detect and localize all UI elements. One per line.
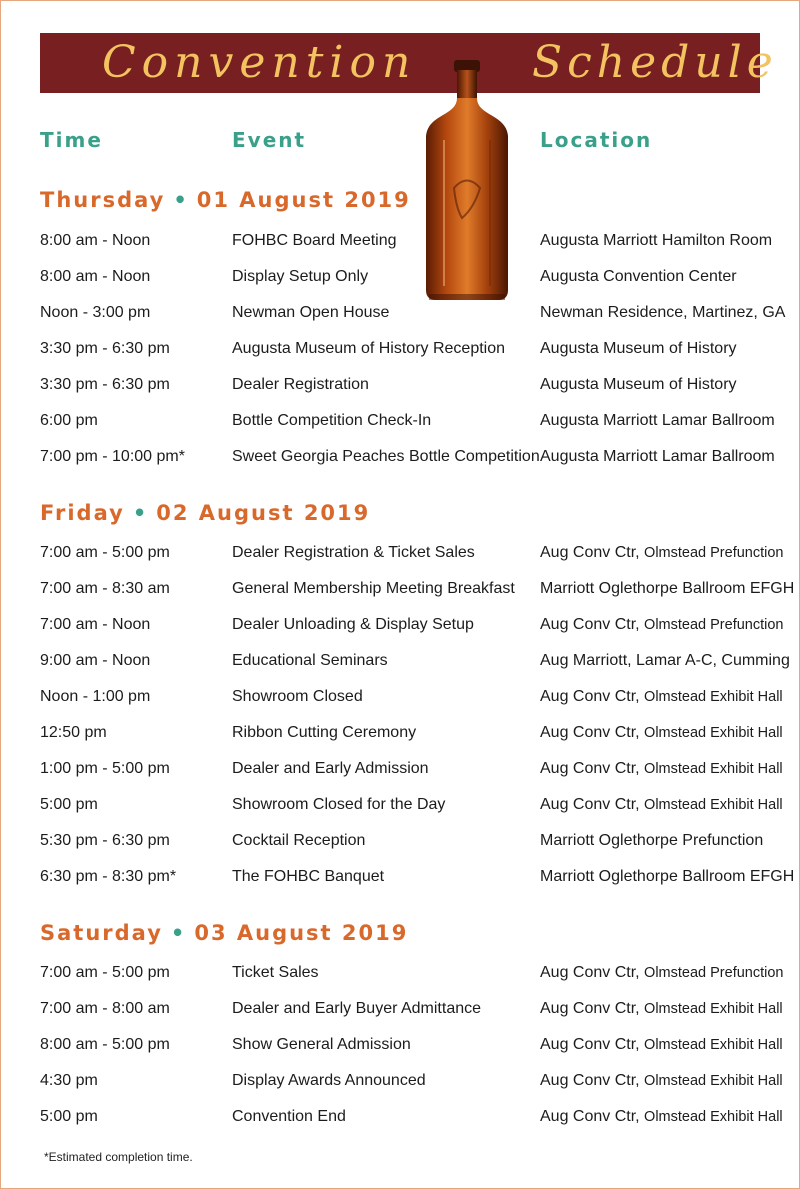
row-location [540, 1070, 783, 1092]
location-part: Aug Conv Ctr, [540, 964, 645, 981]
location-part: Marriott Oglethorpe Ballroom EFGH [540, 580, 795, 597]
row-location [540, 614, 784, 636]
row-event: Display Setup Only [232, 268, 369, 285]
row-location [540, 686, 783, 708]
schedule-row [0, 578, 800, 614]
row-location [540, 338, 762, 360]
row-time: 6:00 pm [40, 412, 98, 429]
row-location [540, 230, 773, 252]
row-location [540, 410, 775, 432]
row-location [540, 794, 783, 816]
location-venue: Olmstead Prefunction [644, 965, 784, 981]
row-event: Showroom Closed [232, 688, 363, 705]
schedule-row [0, 446, 800, 482]
schedule-row [0, 758, 800, 794]
row-time: 3:30 pm - 6:30 pm [40, 340, 170, 357]
location-venue: Olmstead Exhibit Hall [644, 1037, 783, 1053]
row-event: Augusta Museum of History Reception [232, 340, 506, 357]
row-event: Dealer Registration & Ticket Sales [232, 544, 475, 561]
row-event: Convention End [232, 1108, 346, 1125]
location-venue: Olmstead Exhibit Hall [644, 797, 783, 813]
schedule-row [0, 830, 800, 866]
location-part: Augusta Marriott Lamar Ballroom [540, 448, 775, 465]
location-venue: Olmstead Exhibit Hall [644, 725, 783, 741]
row-time: 7:00 am - 5:00 pm [40, 544, 170, 561]
location-part: Aug Conv Ctr, [540, 1036, 645, 1053]
row-event: FOHBC Board Meeting [232, 232, 397, 249]
location-part: Newman Residence, Martinez, GA [540, 304, 786, 321]
row-location [540, 1106, 783, 1128]
row-time: 9:00 am - Noon [40, 652, 151, 669]
row-event: Newman Open House [232, 304, 390, 321]
day-name: Saturday [40, 921, 163, 945]
column-header-location: Location [540, 128, 653, 152]
location-part: Augusta Museum of History [540, 376, 737, 393]
schedule-row [0, 998, 800, 1034]
row-location [540, 578, 795, 600]
row-event: The FOHBC Banquet [232, 868, 385, 885]
row-time: 4:30 pm [40, 1072, 98, 1089]
row-time: 1:00 pm - 5:00 pm [40, 760, 170, 777]
day-heading-saturday [40, 921, 408, 945]
row-time: 7:00 am - 8:00 am [40, 1000, 170, 1017]
schedule-row [0, 1106, 800, 1142]
day-bullet: • [170, 921, 187, 945]
location-part: Augusta Convention Center [540, 268, 737, 285]
row-location [540, 374, 762, 396]
row-event: Cocktail Reception [232, 832, 366, 849]
location-part: Aug Conv Ctr, [540, 724, 645, 741]
location-venue: Olmstead Exhibit Hall [644, 689, 783, 705]
row-event: Dealer Registration [232, 376, 369, 393]
location-venue: Olmstead Exhibit Hall [644, 1109, 783, 1125]
row-event: Ribbon Cutting Ceremony [232, 724, 417, 741]
location-part: Aug Conv Ctr, [540, 1072, 645, 1089]
row-time: 12:50 pm [40, 724, 107, 741]
location-part: Aug Conv Ctr, [540, 688, 645, 705]
row-time: 5:00 pm [40, 1108, 98, 1125]
column-header-event: Event [232, 128, 307, 152]
location-part: Aug Conv Ctr, [540, 544, 645, 561]
row-event: Educational Seminars [232, 652, 388, 669]
day-date: 01 August 2019 [196, 188, 411, 212]
row-event: Show General Admission [232, 1036, 411, 1053]
column-header-time: Time [40, 128, 103, 152]
title-banner [40, 33, 778, 93]
schedule-row [0, 338, 800, 374]
location-part: Marriott Oglethorpe Ballroom EFGH [540, 868, 795, 885]
row-event: Dealer and Early Admission [232, 760, 429, 777]
day-date: 02 August 2019 [156, 501, 371, 525]
banner-title-word-2: Schedule [532, 37, 778, 88]
location-part: Aug Conv Ctr, [540, 1000, 645, 1017]
row-location [540, 1034, 783, 1056]
row-time: 7:00 am - 5:00 pm [40, 964, 170, 981]
location-venue: Olmstead Exhibit Hall [644, 1073, 783, 1089]
location-part: Aug Conv Ctr, [540, 796, 645, 813]
row-location [540, 758, 783, 780]
row-location [540, 266, 762, 288]
schedule-row [0, 374, 800, 410]
row-location [540, 866, 795, 888]
location-venue: Olmstead Prefunction [644, 545, 784, 561]
day-heading-friday [40, 501, 370, 525]
row-event: Ticket Sales [232, 964, 319, 981]
schedule-row [0, 230, 800, 266]
location-part: Augusta Museum of History [540, 340, 737, 357]
location-part: Augusta Marriott Hamilton Room [540, 232, 773, 249]
row-location [540, 998, 783, 1020]
schedule-row [0, 1034, 800, 1070]
location-part: Aug Conv Ctr, [540, 1108, 645, 1125]
location-venue: Olmstead Exhibit Hall [644, 1001, 783, 1017]
day-bullet: • [173, 188, 189, 212]
location-part: Aug Conv Ctr, [540, 616, 645, 633]
day-name: Friday [40, 501, 125, 525]
row-time: 3:30 pm - 6:30 pm [40, 376, 170, 393]
row-time: 6:30 pm - 8:30 pm* [40, 868, 177, 885]
day-bullet: • [132, 501, 149, 525]
row-location [540, 446, 775, 468]
schedule-row [0, 722, 800, 758]
row-event: Showroom Closed for the Day [232, 796, 446, 813]
row-time: 7:00 am - 8:30 am [40, 580, 170, 597]
location-part: Augusta Marriott Lamar Ballroom [540, 412, 775, 429]
row-location [540, 650, 790, 672]
schedule-row [0, 650, 800, 686]
row-location [540, 302, 786, 324]
row-event: Dealer and Early Buyer Admittance [232, 1000, 482, 1017]
row-location [540, 830, 762, 852]
schedule-row [0, 410, 800, 446]
schedule-row [0, 866, 800, 902]
schedule-row [0, 1070, 800, 1106]
row-event: Display Awards Announced [232, 1072, 426, 1089]
location-venue: Olmstead Exhibit Hall [644, 761, 783, 777]
schedule-row [0, 542, 800, 578]
location-part: Aug Marriott, Lamar A-C, Cumming [540, 652, 790, 669]
row-event: Dealer Unloading & Display Setup [232, 616, 474, 633]
day-name: Thursday [40, 188, 166, 212]
schedule-row [0, 614, 800, 650]
row-time: 7:00 pm - 10:00 pm* [40, 448, 185, 465]
footnote: *Estimated completion time. [44, 1150, 193, 1164]
row-event: General Membership Meeting Breakfast [232, 580, 515, 597]
row-time: 7:00 am - Noon [40, 616, 151, 633]
schedule-row [0, 962, 800, 998]
schedule-row [0, 266, 800, 302]
row-location [540, 962, 784, 984]
row-time: 8:00 am - Noon [40, 232, 151, 249]
schedule-row [0, 686, 800, 722]
row-time: Noon - 1:00 pm [40, 688, 151, 705]
row-event: Sweet Georgia Peaches Bottle Competition [232, 448, 540, 465]
location-part: Aug Conv Ctr, [540, 760, 645, 777]
row-time: 5:30 pm - 6:30 pm [40, 832, 170, 849]
row-event: Bottle Competition Check-In [232, 412, 432, 429]
schedule-row [0, 302, 800, 338]
row-time: 8:00 am - 5:00 pm [40, 1036, 170, 1053]
row-location [540, 542, 784, 564]
day-heading-thursday [40, 188, 411, 212]
row-time: Noon - 3:00 pm [40, 304, 151, 321]
row-location [540, 722, 783, 744]
location-venue: Olmstead Prefunction [644, 617, 784, 633]
day-date: 03 August 2019 [194, 921, 409, 945]
row-time: 8:00 am - Noon [40, 268, 151, 285]
row-time: 5:00 pm [40, 796, 98, 813]
schedule-row [0, 794, 800, 830]
location-part: Marriott Oglethorpe Prefunction [540, 832, 764, 849]
banner-title-word-1: Convention [102, 37, 417, 88]
